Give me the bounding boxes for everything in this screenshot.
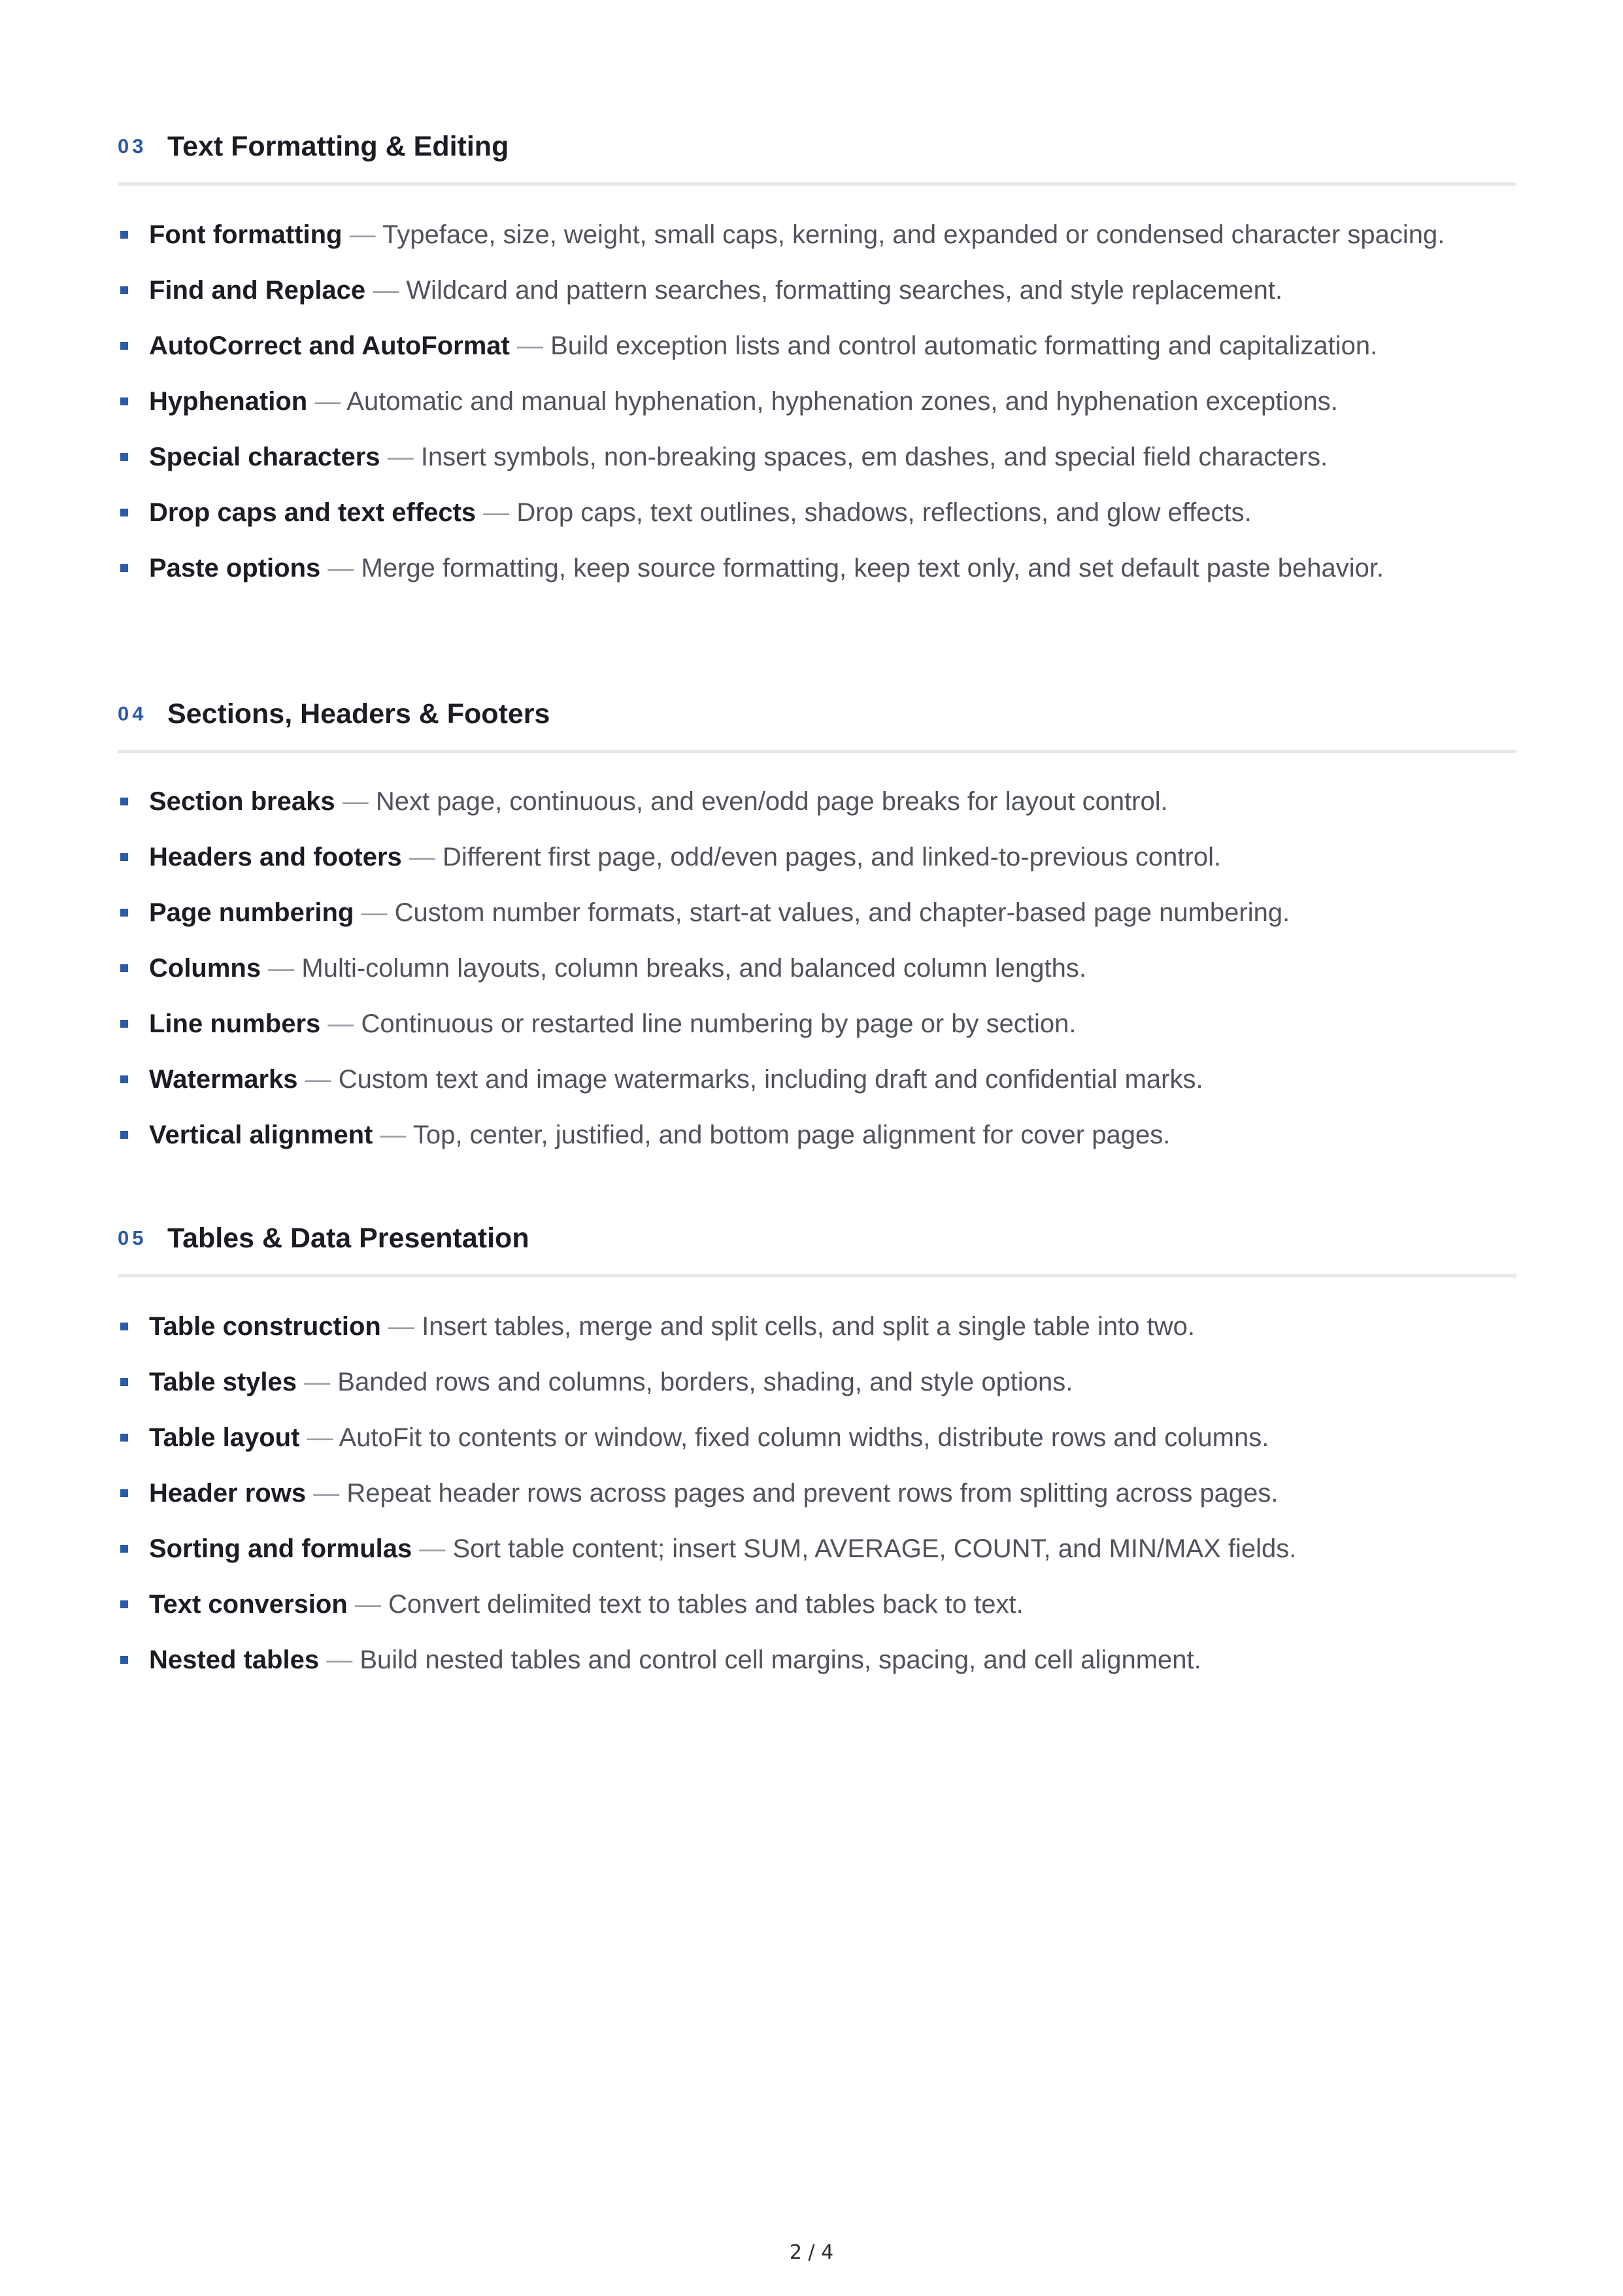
item-description: Drop caps, text outlines, shadows, reflections, and glow effects. xyxy=(516,498,1252,527)
item-label: Nested tables xyxy=(149,1646,320,1674)
item-label: Sorting and formulas xyxy=(149,1534,412,1563)
item-label: Section breaks xyxy=(149,787,335,816)
item-description: Typeface, size, weight, small caps, kerning, and expanded or condensed character spacing. xyxy=(382,220,1445,249)
item-description: Multi-column layouts, column breaks, and balanced column lengths. xyxy=(301,954,1086,983)
list-item: Nested tables — Build nested tables and control cell margins, spacing, and cell alignment. xyxy=(118,1640,1516,1680)
section-number: 04 xyxy=(118,702,147,725)
item-description: Next page, continuous, and even/odd page breaks for layout control. xyxy=(375,787,1168,816)
bullet-square-icon xyxy=(120,1545,128,1553)
item-description: Automatic and manual hyphenation, hyphenation zones, and hyphenation exceptions. xyxy=(346,387,1338,416)
bullet-square-icon xyxy=(120,453,128,461)
list-item: AutoCorrect and AutoFormat — Build exception lists and control automatic formatting and capitalization. xyxy=(118,326,1516,366)
list-item: Line numbers — Continuous or restarted line numbering by page or by section. xyxy=(118,1004,1516,1044)
item-description: Insert tables, merge and split cells, and split a single table into two. xyxy=(422,1312,1195,1341)
bullet-square-icon xyxy=(120,909,128,917)
item-label: Drop caps and text effects xyxy=(149,498,477,527)
item-description: AutoFit to contents or window, fixed column widths, distribute rows and columns. xyxy=(339,1423,1269,1452)
section-05-list xyxy=(118,1306,1516,1695)
item-label: AutoCorrect and AutoFormat xyxy=(149,331,510,360)
section-divider xyxy=(118,1274,1516,1277)
item-description: Convert delimited text to tables and tables back to text. xyxy=(388,1590,1024,1619)
list-item: Text conversion — Convert delimited text to tables and tables back to text. xyxy=(118,1584,1516,1625)
bullet-square-icon xyxy=(120,1378,128,1386)
list-item: Hyphenation — Automatic and manual hyphenation, hyphenation zones, and hyphenation exceptions. xyxy=(118,381,1516,422)
bullet-square-icon xyxy=(120,1020,128,1028)
item-description: Continuous or restarted line numbering by page or by section. xyxy=(361,1009,1077,1038)
list-item: Special characters — Insert symbols, non-breaking spaces, em dashes, and special field characters. xyxy=(118,437,1516,477)
item-label: Watermarks xyxy=(149,1065,298,1094)
bullet-square-icon xyxy=(120,798,128,805)
section-number: 05 xyxy=(118,1226,147,1249)
list-item: Section breaks — Next page, continuous, and even/odd page breaks for layout control. xyxy=(118,781,1516,822)
bullet-square-icon xyxy=(120,1600,128,1608)
bullet-square-icon xyxy=(120,342,128,350)
list-item: Sorting and formulas — Sort table content; insert SUM, AVERAGE, COUNT, and MIN/MAX fields. xyxy=(118,1528,1516,1569)
item-label: Text conversion xyxy=(149,1590,348,1619)
list-item: Table layout — AutoFit to contents or window, fixed column widths, distribute rows and columns. xyxy=(118,1417,1516,1458)
bullet-square-icon xyxy=(120,509,128,516)
section-04-list xyxy=(118,781,1516,1170)
section-title: Sections, Headers & Footers xyxy=(167,698,550,730)
section-divider xyxy=(118,182,1516,186)
list-item: Paste options — Merge formatting, keep source formatting, keep text only, and set default paste behavior. xyxy=(118,548,1516,588)
item-description: Banded rows and columns, borders, shading, and style options. xyxy=(337,1368,1073,1396)
item-label: Page numbering xyxy=(149,898,354,927)
item-description: Merge formatting, keep source formatting, keep text only, and set default paste behavior. xyxy=(361,554,1384,582)
list-item: Font formatting — Typeface, size, weight, small caps, kerning, and expanded or condensed character spacing. xyxy=(118,214,1516,255)
item-description: Repeat header rows across pages and prevent rows from splitting across pages. xyxy=(346,1479,1279,1508)
section-heading-05 xyxy=(118,1220,1516,1293)
item-label: Headers and footers xyxy=(149,843,402,871)
bullet-square-icon xyxy=(120,1656,128,1664)
section-heading-04 xyxy=(118,696,1516,769)
page-number: 2 / 4 xyxy=(789,2241,834,2264)
list-item: Table styles — Banded rows and columns, borders, shading, and style options. xyxy=(118,1362,1516,1402)
item-label: Font formatting xyxy=(149,220,343,249)
item-description: Custom number formats, start-at values, and chapter-based page numbering. xyxy=(394,898,1290,927)
item-description: Sort table content; insert SUM, AVERAGE, COUNT, and MIN/MAX fields. xyxy=(452,1534,1297,1563)
section-divider xyxy=(118,750,1516,753)
item-label: Table layout xyxy=(149,1423,300,1452)
bullet-square-icon xyxy=(120,853,128,861)
bullet-square-icon xyxy=(120,564,128,572)
item-description: Different first page, odd/even pages, and linked-to-previous control. xyxy=(443,843,1222,871)
list-item: Headers and footers — Different first page, odd/even pages, and linked-to-previous control. xyxy=(118,837,1516,877)
item-label: Special characters xyxy=(149,443,380,471)
item-label: Table styles xyxy=(149,1368,297,1396)
item-label: Header rows xyxy=(149,1479,307,1508)
list-item: Table construction — Insert tables, merge and split cells, and split a single table into two. xyxy=(118,1306,1516,1347)
list-item: Drop caps and text effects — Drop caps, text outlines, shadows, reflections, and glow effects. xyxy=(118,492,1516,533)
item-label: Line numbers xyxy=(149,1009,321,1038)
item-label: Columns xyxy=(149,954,261,983)
item-description: Build nested tables and control cell margins, spacing, and cell alignment. xyxy=(360,1646,1201,1674)
bullet-square-icon xyxy=(120,964,128,972)
bullet-square-icon xyxy=(120,1489,128,1497)
item-description: Custom text and image watermarks, including draft and confidential marks. xyxy=(338,1065,1203,1094)
item-description: Wildcard and pattern searches, formatting searches, and style replacement. xyxy=(406,276,1283,305)
bullet-square-icon xyxy=(120,1131,128,1139)
bullet-square-icon xyxy=(120,231,128,239)
list-item: Find and Replace — Wildcard and pattern searches, formatting searches, and style replacement. xyxy=(118,270,1516,311)
item-description: Top, center, justified, and bottom page alignment for cover pages. xyxy=(412,1121,1171,1149)
section-number: 03 xyxy=(118,135,147,158)
bullet-square-icon xyxy=(120,1323,128,1330)
bullet-square-icon xyxy=(120,286,128,294)
list-item: Page numbering — Custom number formats, start-at values, and chapter-based page numbering. xyxy=(118,892,1516,933)
item-label: Find and Replace xyxy=(149,276,366,305)
section-03-list xyxy=(118,214,1516,603)
item-description: Build exception lists and control automatic formatting and capitalization. xyxy=(550,331,1378,360)
section-title: Text Formatting & Editing xyxy=(167,131,509,162)
list-item: Columns — Multi-column layouts, column breaks, and balanced column lengths. xyxy=(118,948,1516,988)
item-label: Paste options xyxy=(149,554,321,582)
bullet-square-icon xyxy=(120,1075,128,1083)
list-item: Header rows — Repeat header rows across pages and prevent rows from splitting across pages. xyxy=(118,1473,1516,1513)
list-item: Vertical alignment — Top, center, justified, and bottom page alignment for cover pages. xyxy=(118,1115,1516,1155)
item-description: Insert symbols, non-breaking spaces, em dashes, and special field characters. xyxy=(420,443,1328,471)
bullet-square-icon xyxy=(120,397,128,405)
item-label: Vertical alignment xyxy=(149,1121,373,1149)
section-heading-03 xyxy=(118,128,1516,201)
section-title: Tables & Data Presentation xyxy=(167,1223,529,1254)
item-label: Hyphenation xyxy=(149,387,308,416)
list-item: Watermarks — Custom text and image watermarks, including draft and confidential marks. xyxy=(118,1059,1516,1100)
item-label: Table construction xyxy=(149,1312,381,1341)
bullet-square-icon xyxy=(120,1434,128,1442)
